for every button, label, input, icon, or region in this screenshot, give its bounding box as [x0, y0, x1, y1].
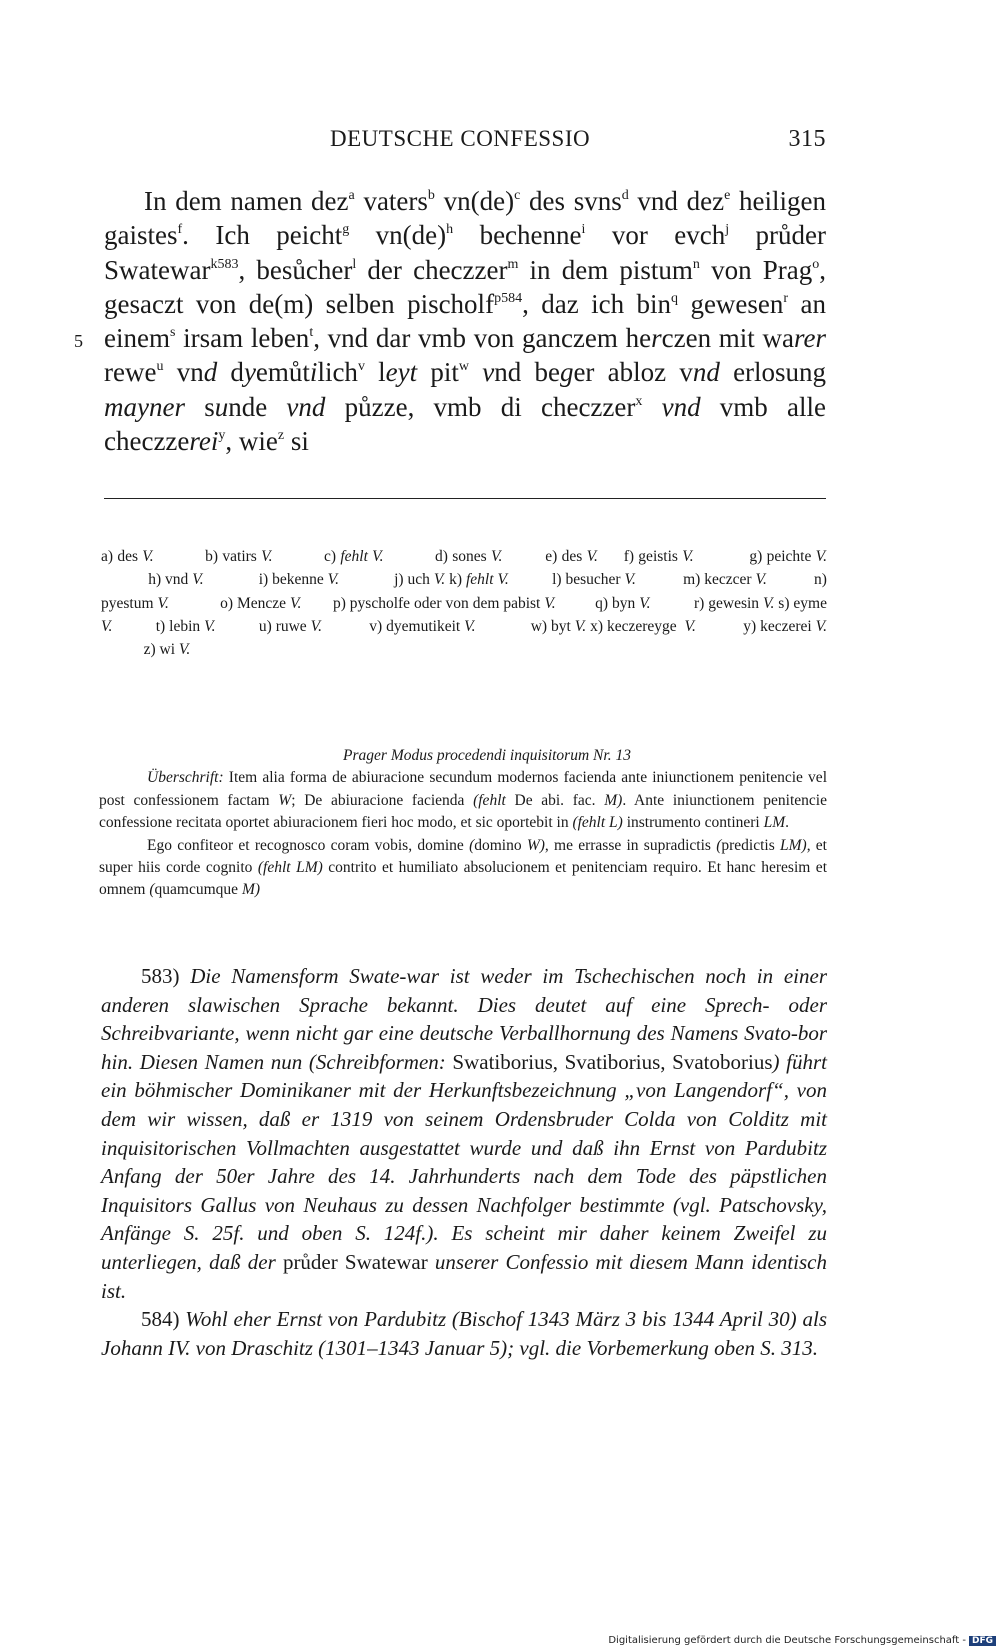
line-number: 5	[74, 331, 83, 351]
confessio-paragraph: In dem namen dez$^a$ vaters$^b$ vn(de)$^c$ des svns$^d$ vnd dez$^e$ heiligen gaistes$^f$. Ich peicht$^g$ vn(de)$^h$ bechenne$^i$ vor evch$^j$ průder Swatewar$^{k583}$, besůcher$^l$ der checzzer$^m$ in dem pistum$^n$ von Prag$^o$, gesaczt von de(m) selben pischolf$^{p584}$, daz ich bin$^q$ gewesen$^r$ an einem$^s$ irsam leben$^t$, vnd dar vmb von ganczem herczen mit warer rewe$^u$ vnd dyemůtilich$^v$ leyt pit$^w$ vnd beger abloz vnd erlosung mayner sunde vnd půzze, vmb di checzzer$^x$ vnd vmb alle checzzerei$^y$, wie$^z$ si	[104, 186, 827, 457]
variant-apparatus: a) des V. b) vatirs V. c) fehlt V. d) sones V. e) des V. f) geistis V. g) peichte V. h) vnd V. i) bekenne V. j) uch V. k) fehlt V. l) besucher V. m) keczcer V. n) pyestum V. o) Mencze V. p) pyscholfe oder von dem pabist V. q) byn V. r) gewesin V. s) eyme V. t) lebin V. u) ruwe V. v) dyemutikeit V. w) byt V. x) keczereyge V. y) keczerei V. z) wi V.	[101, 548, 827, 659]
footnote-584: 584) Wohl eher Ernst von Pardubitz (Bischof 1343 März 3 bis 1344 April 30) als Johann IV. von Draschitz (1301–1343 Januar 5); vgl. die Vorbemerkung oben S. 313.	[101, 1307, 827, 1360]
prager-paragraph-2: Ego confiteor et recognosco coram vobis, domine (domino W), me errasse in supradictis (predictis LM), et super hiis corde cognito (fehlt LM) contrito et humiliato absolucionem et penitenciam requiro. Et hanc heresim et omnem (quamcumque M)	[99, 836, 827, 899]
footnotes	[101, 962, 827, 1362]
running-header	[104, 126, 826, 160]
prager-paragraph-1: Überschrift: Item alia forma de abiuracione secundum modernos facienda ante iniunctionem penitencie vel post confessionem factam W; De abiuracione facienda (fehlt De abi. fac. M). Ante iniunctionem penitencie confessione recitata oportet abiuracionem fieri hoc modo, et sic oportebit in (fehlt L) instrumento contineri LM.	[99, 769, 827, 832]
dfg-credit-text: Digitalisierung gefördert durch die Deutsche Forschungsgemeinschaft -	[608, 1635, 966, 1646]
page-number: 315	[788, 126, 826, 152]
main-text	[104, 184, 826, 458]
dfg-logo: DFG	[969, 1636, 996, 1646]
footnote-583: 583) Die Namensform Swate-war ist weder im Tschechischen noch in einer anderen slawischen Sprache bekannt. Dies deutet auf eine Sprech- oder Schreibvariante, wenn nicht gar eine deutsche Verballhornung des Namens Svato-bor hin. Diesen Namen nun (Schreibformen: Swatiborius, Svatiborius, Svatoborius) führt ein böhmischer Dominikaner mit der Herkunftsbezeichnung „von Langendorf“, von dem wir wissen, daß er 1319 von seinem Ordensbruder Colda von Colditz mit inquisitorischen Vollmachten ausgestattet wurde und daß ihn Ernst von Pardubitz Anfang der 50er Jahre des 14. Jahrhunderts nach dem Tode des päpstlichen Inquisitors Gallus von Neuhaus zu dessen Nachfolger bestimmte (vgl. Patschovsky, Anfänge S. 25f. und oben S. 124f.). Es scheint mir daher keinem Zweifel zu unterliegen, daß der průder Swatewar unserer Confessio mit diesem Mann identisch ist.	[101, 964, 828, 1303]
prager-title: Prager Modus procedendi inquisitorum Nr. 13	[343, 747, 631, 764]
footnote-divider	[104, 498, 826, 499]
running-title: DEUTSCHE CONFESSIO	[330, 126, 591, 151]
dfg-credit	[608, 1635, 996, 1646]
prager-modus-section	[99, 745, 827, 902]
